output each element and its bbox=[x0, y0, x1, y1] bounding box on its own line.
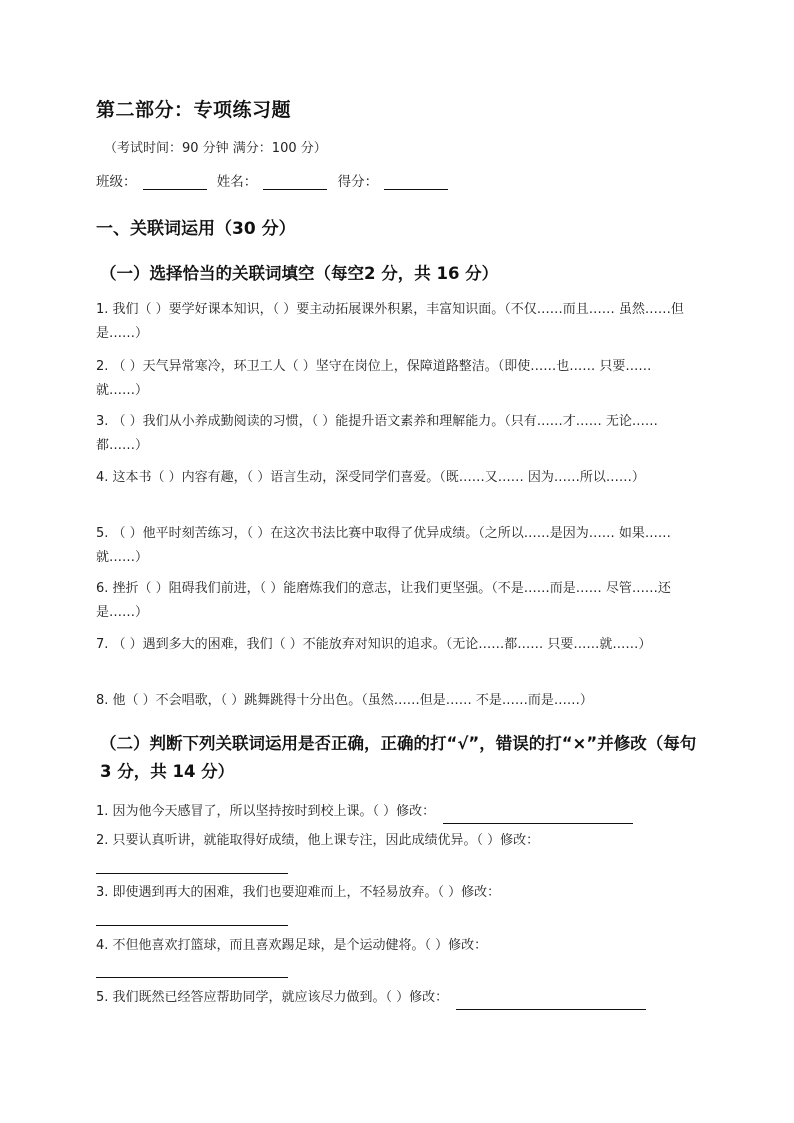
question-item: 1. 我们（ ）要学好课本知识，（ ）要主动拓展课外积累，丰富知识面。（不仅……而且…… 虽然……但是……） bbox=[96, 302, 684, 341]
answer-line[interactable] bbox=[96, 925, 288, 926]
judge-question-text: 3. 即使遇到再大的困难，我们也要迎难而上，不轻易放弃。（ ）修改： bbox=[96, 885, 501, 900]
answer-line[interactable] bbox=[96, 873, 288, 874]
subsection-heading: （二）判断下列关联词运用是否正确，正确的打“√”，错误的打“×”并修改（每句 3 分，共 14 分） bbox=[100, 734, 697, 781]
judge-question bbox=[96, 800, 696, 824]
answer-line[interactable] bbox=[443, 809, 633, 824]
judge-question-text: 4. 不但他喜欢打篮球，而且喜欢踢足球，是个运动健将。（ ）修改： bbox=[96, 938, 488, 953]
question-item: 8. 他（ ）不会唱歌，（ ）跳舞跳得十分出色。（虽然……但是…… 不是……而是……） bbox=[96, 693, 593, 708]
answer-line[interactable] bbox=[96, 977, 288, 978]
score-label: 得分： bbox=[337, 174, 379, 190]
judge-question bbox=[96, 829, 696, 853]
subsection-heading: （一）选择恰当的关联词填空（每空2 分，共 16 分） bbox=[100, 264, 499, 283]
question-item: 3. （ ）我们从小养成勤阅读的习惯，（ ）能提升语文素养和理解能力。（只有……才…… 无论……都……） bbox=[96, 414, 658, 453]
name-label: 姓名： bbox=[216, 174, 258, 190]
question-item: 2. （ ）天气异常寒冷，环卫工人（ ）坚守在岗位上，保障道路整洁。（即使……也…… 只要……就……） bbox=[96, 359, 652, 398]
class-blank[interactable] bbox=[143, 175, 207, 190]
exam-info: （考试时间：90 分钟 满分：100 分） bbox=[104, 141, 327, 156]
judge-question bbox=[96, 934, 696, 958]
page-title: 第二部分：专项练习题 bbox=[96, 99, 292, 121]
question-item: 6. 挫折（ ）阻碍我们前进，（ ）能磨炼我们的意志，让我们更坚强。（不是……而是…… 尽管……还是……） bbox=[96, 581, 671, 620]
class-label: 班级： bbox=[96, 174, 137, 190]
question-item: 7. （ ）遇到多大的困难，我们（ ）不能放弃对知识的追求。（无论……都…… 只要……就……） bbox=[96, 637, 652, 652]
question-item: 4. 这本书（ ）内容有趣，（ ）语言生动，深受同学们喜爱。（既……又…… 因为……所以……） bbox=[96, 470, 645, 485]
question-item: 5. （ ）他平时刻苦练习，（ ）在这次书法比赛中取得了优异成绩。（之所以……是因为…… 如果……就……） bbox=[96, 526, 671, 565]
score-blank[interactable] bbox=[384, 175, 448, 190]
judge-question-text: 5. 我们既然已经答应帮助同学，就应该尽力做到。（ ）修改： bbox=[96, 990, 449, 1005]
section-heading: 一、关联词运用（30 分） bbox=[96, 219, 296, 239]
answer-line[interactable] bbox=[456, 995, 646, 1010]
judge-question-text: 1. 因为他今天感冒了，所以坚持按时到校上课。（ ）修改： bbox=[96, 804, 436, 819]
name-blank[interactable] bbox=[263, 175, 327, 190]
judge-question-text: 2. 只要认真听讲，就能取得好成绩，他上课专注，因此成绩优异。（ ）修改： bbox=[96, 833, 540, 848]
judge-question bbox=[96, 881, 696, 905]
student-info-row bbox=[96, 170, 454, 190]
judge-question bbox=[96, 986, 696, 1010]
